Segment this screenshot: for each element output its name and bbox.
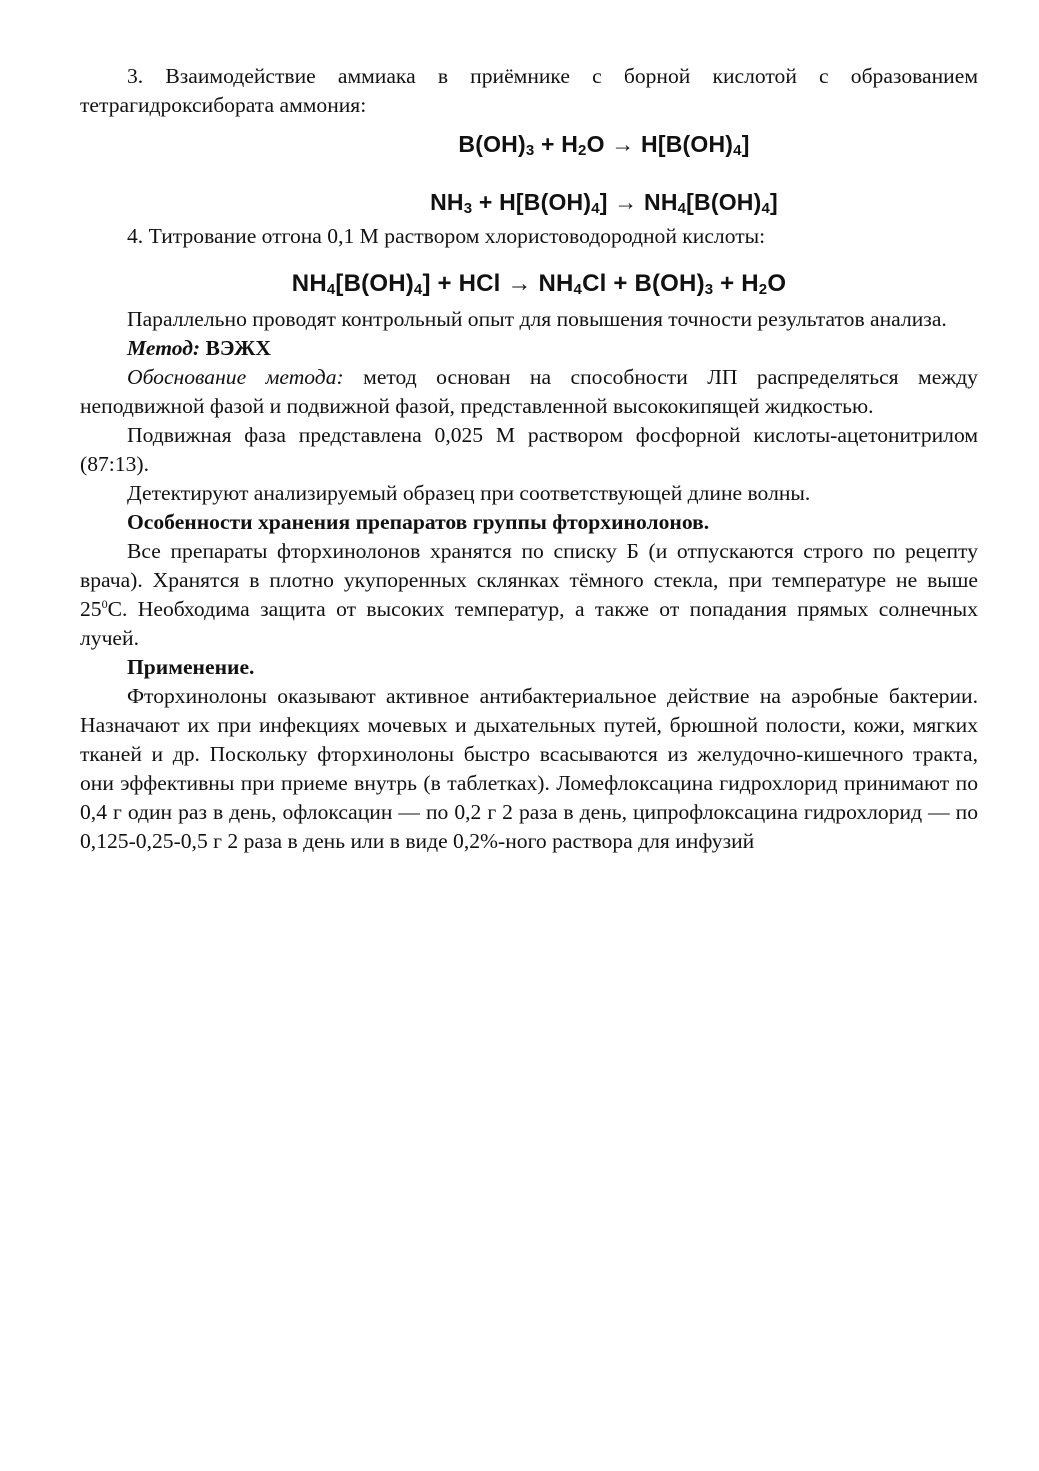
mobile-phase-paragraph: Подвижная фаза представлена 0,025 М раствором фосфорной кислоты-ацетонитрилом (87:13).	[80, 423, 978, 476]
control-experiment-paragraph: Параллельно проводят контрольный опыт для повышения точности результатов анализа.	[127, 307, 947, 331]
step-3-paragraph: 3. Взаимодействие аммиака в приёмнике с борной кислотой с образованием тетрагидроксибората аммония:	[80, 64, 978, 117]
step-4-paragraph: 4. Титрование отгона 0,1 М раствором хлористоводородной кислоты:	[127, 224, 766, 248]
detection-paragraph: Детектируют анализируемый образец при соответствующей длине волны.	[127, 481, 811, 505]
method-basis-text: метод основан на способности ЛП распределяться между неподвижной фазой и подвижной фазой, представленной высококипящей жидкостью.	[80, 365, 978, 418]
application-paragraph: Фторхинолоны оказывают активное антибактериальное действие на аэробные бактерии. Назначают их при инфекциях мочевых и дыхательных путей, брюшной полости, кожи, мягких тканей и др. Поскольку фторхинолоны быстро всасываются из желудочно-кишечного тракта, они эффективны при приеме внутрь (в таблетках). Ломефлоксацина гидрохлорид принимают по 0,4 г один раз в день, офлоксацин — по 0,2 г 2 раза в день, ципрофлоксацина гидрохлорид — по 0,125-0,25-0,5 г 2 раза в день или в виде 0,2%-ного раствора для инфузий	[80, 684, 978, 853]
method-value: ВЭЖХ	[200, 336, 271, 360]
storage-paragraph: Все препараты фторхинолонов хранятся по списку Б (и отпускаются строго по рецепту врача). Хранятся в плотно укупоренных склянках тёмного стекла, при температуре не выше $25^0С$. Необходима защита от высоких температур, а также от попадания прямых солнечных лучей.	[80, 539, 978, 650]
method-label: Метод:	[127, 336, 201, 360]
method-basis-paragraph	[80, 363, 978, 421]
equation-ammonium-borate-formation: $NH_3 + H[B(OH)_4] \to NH_4[B(OH)_4]$	[430, 189, 778, 217]
storage-heading: Особенности хранения препаратов группы фторхинолонов.	[127, 510, 710, 534]
method-line	[80, 334, 978, 363]
method-basis-label: Обоснование метода:	[127, 365, 344, 389]
equation-boric-acid-hydration: $B(OH)_3 + H_2O \to H[B(OH)_4]$	[458, 131, 750, 159]
equation-titration: $NH_4[B(OH)_4]$ + HCl → $NH_4Cl + B(OH)_3 + H_2O$	[291, 270, 787, 298]
application-heading: Применение.	[127, 655, 255, 679]
degree-superscript: 0	[101, 597, 108, 611]
document-page	[80, 62, 978, 856]
